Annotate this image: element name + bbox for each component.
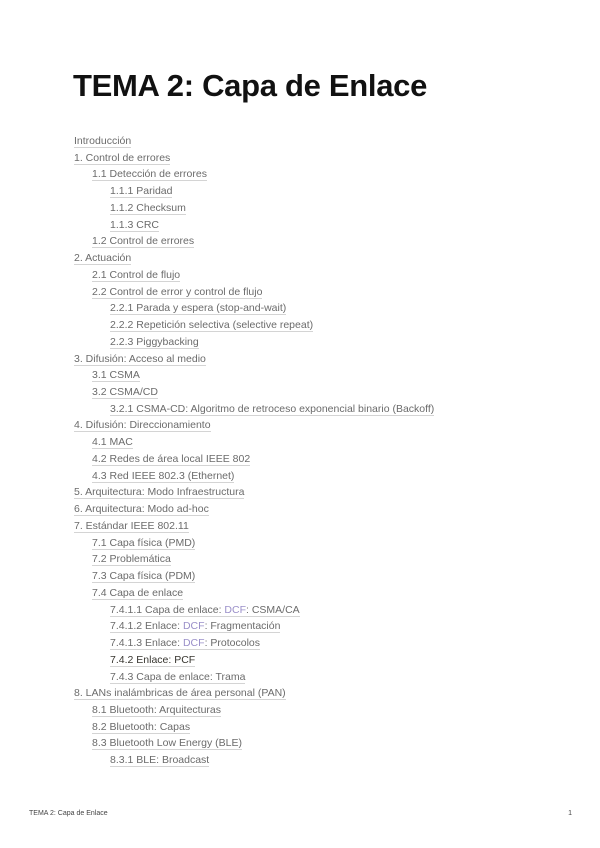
toc-item <box>74 484 434 501</box>
toc-link-highlight: DCF <box>182 620 205 633</box>
toc-item <box>74 719 434 736</box>
toc-item <box>74 183 434 200</box>
toc-item <box>74 669 434 686</box>
toc-item <box>74 685 434 702</box>
toc-item <box>74 417 434 434</box>
toc-link[interactable]: 1.2 Control de errores <box>92 235 195 248</box>
toc-item <box>74 702 434 719</box>
toc-item <box>74 618 434 635</box>
toc-link[interactable]: 7.4.2 Enlace: PCF <box>110 653 196 666</box>
toc-item <box>74 166 434 183</box>
toc-item <box>74 518 434 535</box>
toc-link[interactable]: 1.1 Detección de errores <box>92 168 207 181</box>
toc-item <box>74 384 434 401</box>
toc-item <box>74 535 434 552</box>
toc-link[interactable]: 3.2 CSMA/CD <box>92 386 158 399</box>
toc-link[interactable]: 2.2.2 Repetición selectiva (selective repeat) <box>110 319 314 332</box>
page-title: TEMA 2: Capa de Enlace <box>73 68 428 103</box>
toc-link[interactable]: 1.1.2 Checksum <box>110 201 186 214</box>
toc-item <box>74 133 434 150</box>
toc-item <box>74 250 434 267</box>
toc-item <box>74 401 434 418</box>
toc-link[interactable]: 7.3 Capa física (PDM) <box>92 570 196 583</box>
toc-link[interactable]: 4.2 Redes de área local IEEE 802 <box>92 452 251 465</box>
toc-item <box>74 735 434 752</box>
toc-item <box>74 300 434 317</box>
toc-link[interactable]: 2. Actuación <box>74 252 132 265</box>
toc-link[interactable] <box>110 620 280 633</box>
toc-item <box>74 568 434 585</box>
toc-link[interactable]: 8.3.1 BLE: Broadcast <box>110 754 210 767</box>
toc-link[interactable]: 6. Arquitectura: Modo ad-hoc <box>74 503 209 516</box>
toc-item <box>74 602 434 619</box>
toc-link-suffix: : CSMA/CA <box>246 603 300 616</box>
toc-link[interactable]: 4. Difusión: Direccionamiento <box>74 419 211 432</box>
toc-item <box>74 351 434 368</box>
toc-link[interactable] <box>110 604 300 617</box>
toc-link[interactable]: 7.1 Capa física (PMD) <box>92 536 196 549</box>
toc-link[interactable]: 1.1.3 CRC <box>110 218 160 231</box>
toc-link[interactable]: 8.2 Bluetooth: Capas <box>92 720 191 733</box>
toc-link[interactable]: 2.1 Control de flujo <box>92 268 181 281</box>
toc-link[interactable]: 3. Difusión: Acceso al medio <box>74 352 206 365</box>
page-number: 1 <box>568 810 572 817</box>
toc-item <box>74 434 434 451</box>
toc-item <box>74 233 434 250</box>
toc-link[interactable]: 7. Estándar IEEE 802.11 <box>74 519 189 532</box>
toc-link[interactable] <box>110 637 260 650</box>
toc-link[interactable]: 7.4.3 Capa de enlace: Trama <box>110 670 246 683</box>
toc-link-suffix: : Protocolos <box>204 637 261 650</box>
toc-item <box>74 468 434 485</box>
toc-link[interactable]: 8.3 Bluetooth Low Energy (BLE) <box>92 737 243 750</box>
toc-item <box>74 501 434 518</box>
toc-link[interactable]: 3.2.1 CSMA-CD: Algoritmo de retroceso exponencial binario (Backoff) <box>110 402 435 415</box>
toc-item <box>74 652 434 669</box>
toc-link[interactable]: Introducción <box>74 135 132 147</box>
toc-item <box>74 150 434 167</box>
toc-item <box>74 284 434 301</box>
toc-link-suffix: : Fragmentación <box>204 620 281 633</box>
toc-link-highlight: DCF <box>182 637 205 650</box>
toc-link[interactable]: 2.2.1 Parada y espera (stop-and-wait) <box>110 302 287 315</box>
toc-item <box>74 585 434 602</box>
toc-link[interactable]: 2.2.3 Piggybacking <box>110 335 199 348</box>
toc-link[interactable]: 7.4 Capa de enlace <box>92 586 184 599</box>
toc-link[interactable]: 7.2 Problemática <box>92 553 171 566</box>
toc-item <box>74 334 434 351</box>
toc-link[interactable]: 5. Arquitectura: Modo Infraestructura <box>74 486 245 499</box>
toc-link[interactable]: 3.1 CSMA <box>92 369 140 382</box>
toc-item <box>74 635 434 652</box>
toc-link-prefix: 7.4.1.1 Capa de enlace: <box>110 603 225 616</box>
toc-item <box>74 752 434 769</box>
toc-item <box>74 317 434 334</box>
toc-item <box>74 267 434 284</box>
toc-item <box>74 451 434 468</box>
toc-link[interactable]: 8.1 Bluetooth: Arquitecturas <box>92 703 221 716</box>
table-of-contents <box>74 133 434 769</box>
toc-link[interactable]: 1.1.1 Paridad <box>110 185 173 198</box>
toc-item <box>74 367 434 384</box>
toc-link-prefix: 7.4.1.3 Enlace: <box>110 637 183 650</box>
toc-link[interactable]: 4.1 MAC <box>92 436 133 449</box>
toc-link-prefix: 7.4.1.2 Enlace: <box>110 620 183 633</box>
toc-link[interactable]: 2.2 Control de error y control de flujo <box>92 285 263 298</box>
toc-item <box>74 200 434 217</box>
toc-link[interactable]: 1. Control de errores <box>74 151 171 164</box>
toc-link[interactable]: 8. LANs inalámbricas de área personal (PAN) <box>74 687 286 700</box>
toc-item <box>74 551 434 568</box>
footer-title: TEMA 2: Capa de Enlace <box>29 810 108 817</box>
toc-link-highlight: DCF <box>224 603 247 616</box>
toc-link[interactable]: 4.3 Red IEEE 802.3 (Ethernet) <box>92 469 235 482</box>
toc-item <box>74 217 434 234</box>
